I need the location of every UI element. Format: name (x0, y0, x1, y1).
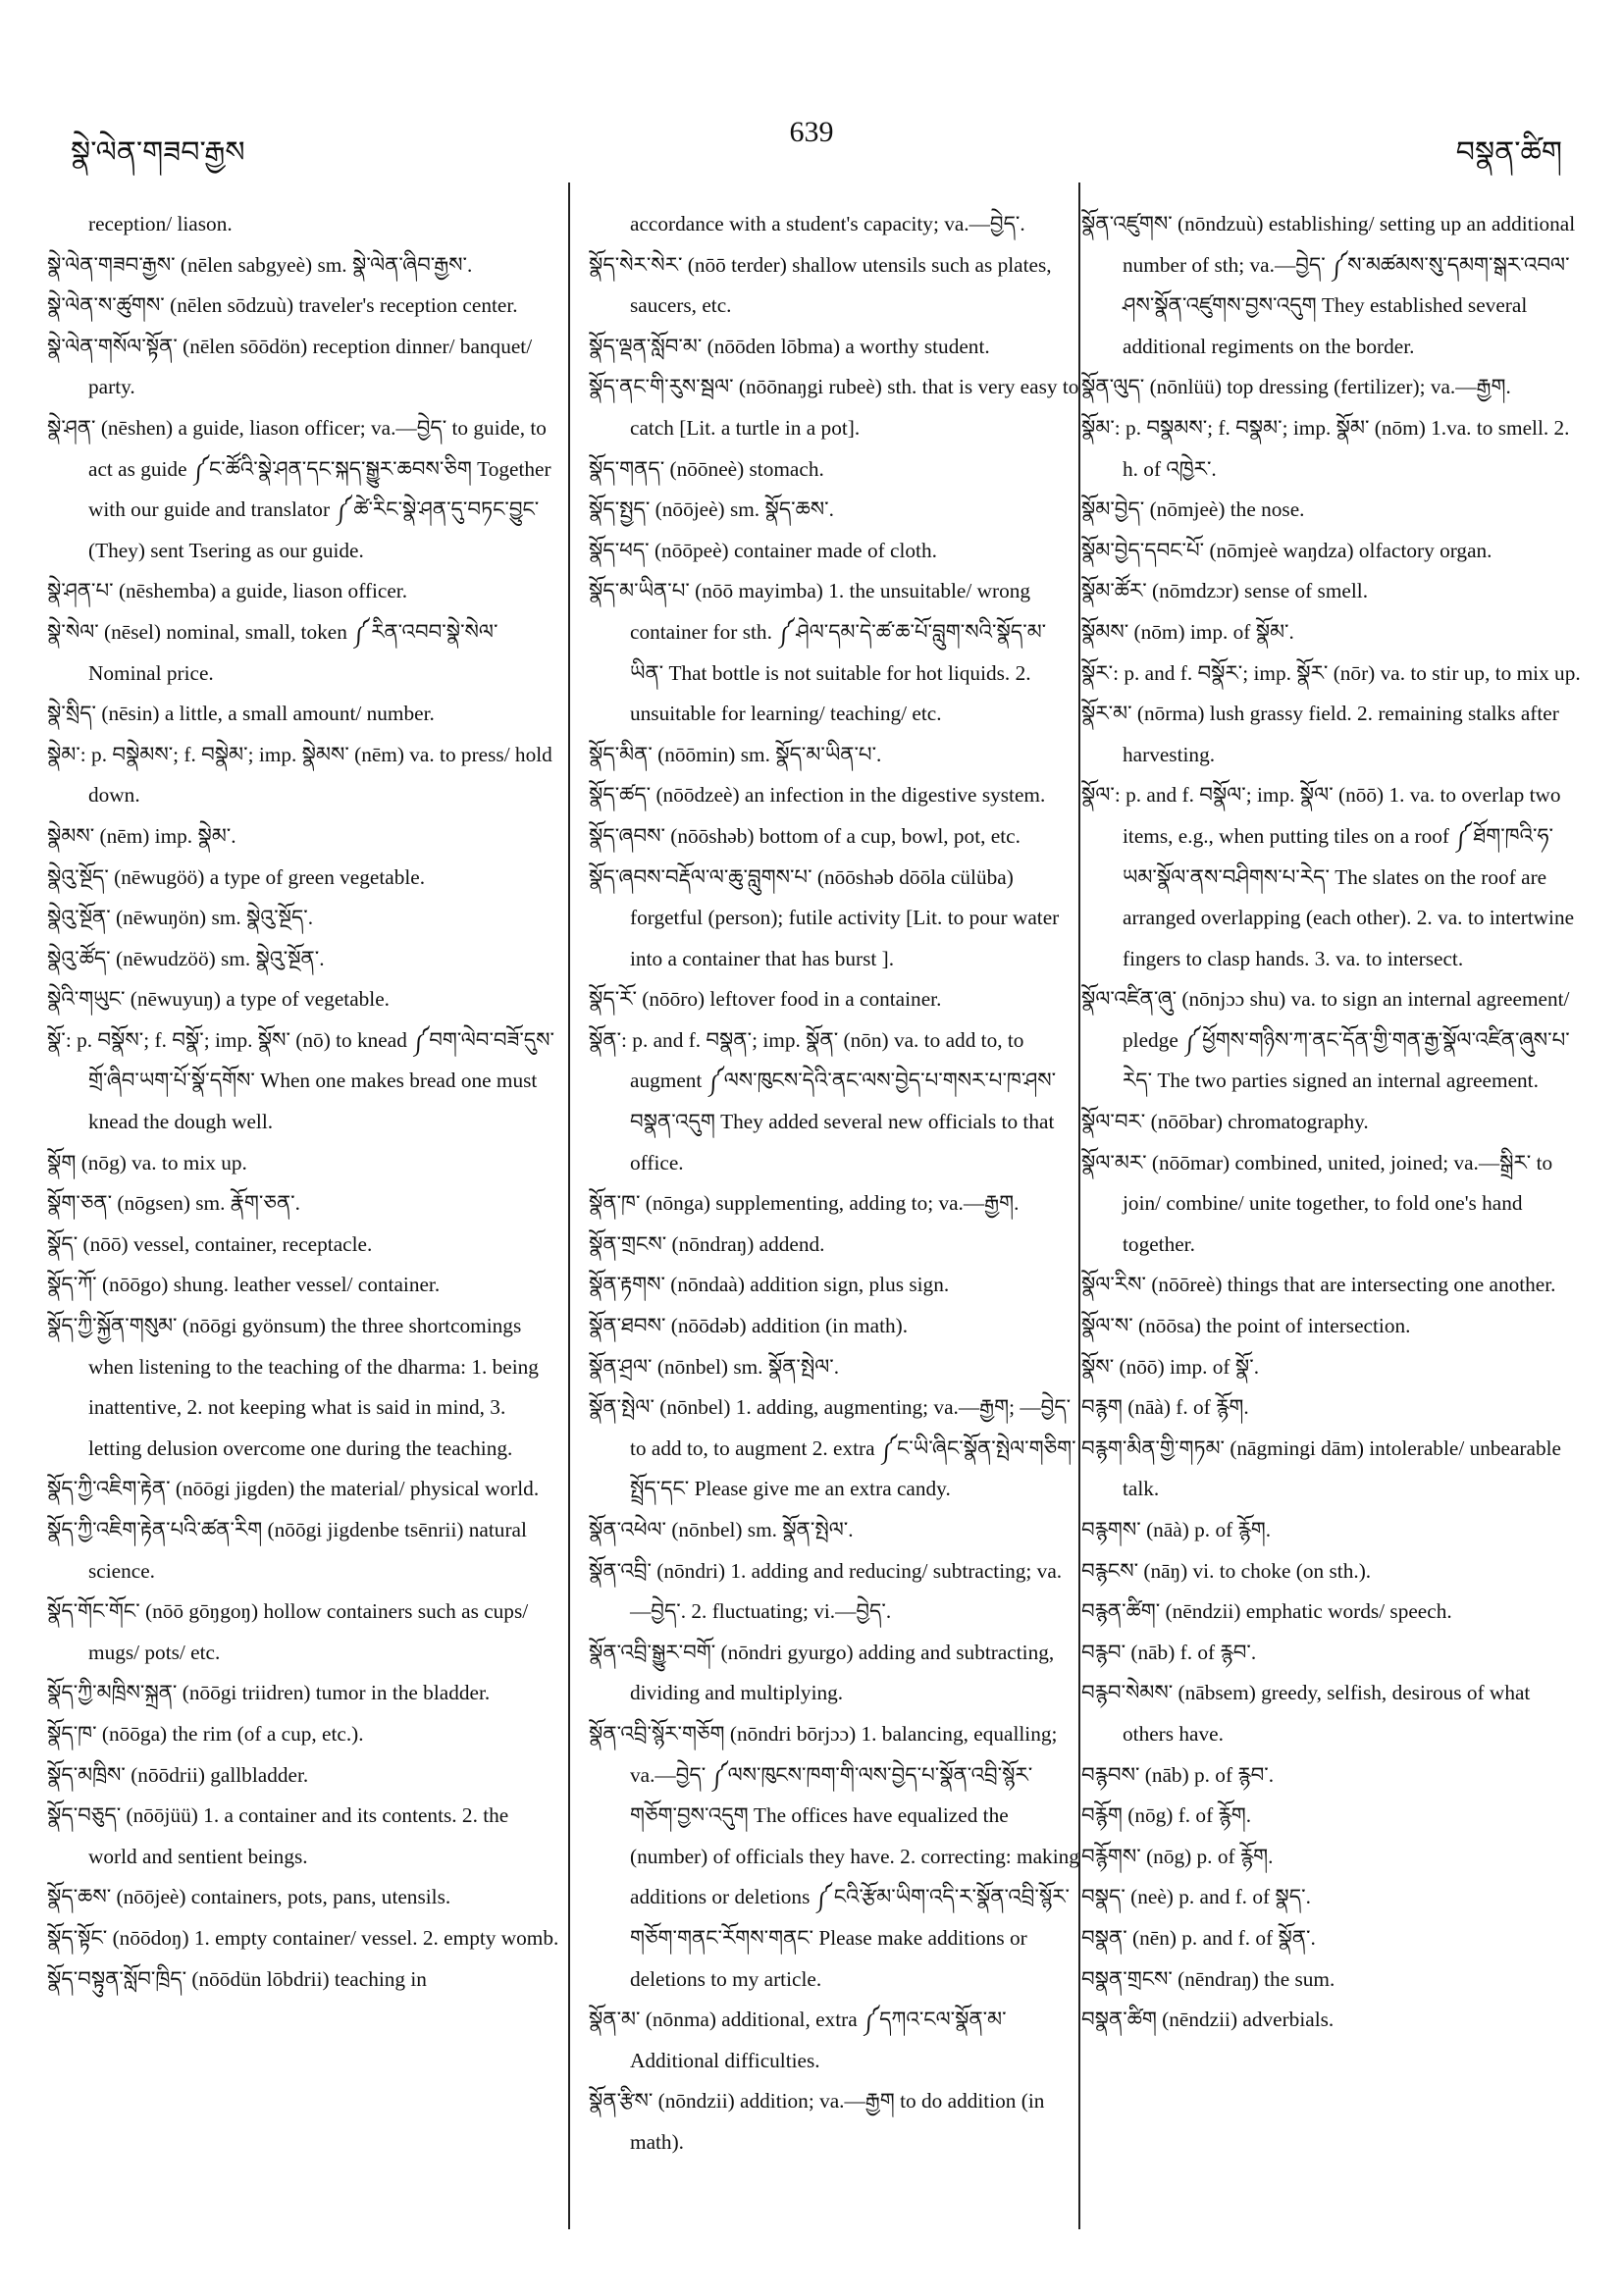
running-head-right: བསྣན་ཚིག (1455, 136, 1562, 169)
dictionary-entry: སྣོད་བཅུད་ (nōōjüü) 1. a container and its contents. 2. the world and sentient beings. (47, 1803, 509, 1868)
dictionary-entry: བརྙངས་ (nāŋ) vi. to choke (on sth.). (1081, 1558, 1372, 1583)
page-number: 639 (789, 116, 834, 148)
dictionary-entry: སྣོལ་བར་ (nōōbar) chromatography. (1081, 1110, 1369, 1134)
dictionary-entry: སྣོན་མ་ (nōnma) additional, extra ༼དཀའ་ངལ་སྣོན་མ་ Additional difficulties. (589, 2008, 1007, 2072)
dictionary-entry: སྣོད་རོ་ (nōōro) leftover food in a container. (589, 987, 942, 1012)
dictionary-entry: སྣེ་སེལ་ (nēsel) nominal, small, token ༼རིན་འབབ་སྣེ་སེལ་ Nominal price. (47, 619, 498, 685)
dictionary-entry: སྣོད་སྤྱད་ (nōōjeè) sm. སྣོད་ཆས་. (589, 497, 834, 522)
dictionary-entry: སྣོན་འབྲི་སྒྱུར་བགོ་ (nōndri gyurgo) adding and subtracting, dividing and multiplying. (589, 1640, 1055, 1705)
dictionary-entry: སྣོལ་མར་ (nōōmar) combined, united, joined; va.—སྒྲིར་ to join/ combine/ unite together, to fold one's hand together. (1081, 1150, 1553, 1256)
dictionary-entry: སྣོད་གནད་ (nōōneè) stomach. (589, 456, 824, 481)
dictionary-entry: སྣོན་ཐབས་ (nōōdəb) addition (in math). (589, 1314, 909, 1338)
dictionary-entry: བརྙན་ཚིག་ (nēndzii) emphatic words/ speech. (1081, 1599, 1452, 1624)
dictionary-entry: སྣོལ་འཛིན་ཞུ་ (nōnjɔɔ shu) va. to sign an internal agreement/ pledge ༼ཕྱོགས་གཉིས་ཀ་ནང་དོན་གྱི་གན་རྒྱ་སྣོལ་འཛིན་ཞུས་པ་རེད་ The two parties signed an internal agreement. (1081, 987, 1570, 1093)
dictionary-entry: སྣོན་གྲངས་ (nōndraŋ) addend. (589, 1231, 825, 1256)
dictionary-entry: སྣེའུ་སྔོད་ (nēwugöö) a type of green vegetable. (47, 864, 426, 889)
dictionary-entry: སྣེའི་གཡུང་ (nēwuyuŋ) a type of vegetable. (47, 987, 390, 1012)
dictionary-entry: སྣོན་: p. and f. བསྣན་; imp. སྣོན་ (nōn) va. to add to, to augment ༼ལས་ཁུངས་དེའི་ནང་ལས་བྱེད་པ་གསར་པ་ཁ་ཤས་བསྣན་འདུག They added several new officials to that office. (589, 1027, 1057, 1174)
dictionary-entry: སྣོད་ (nōō) vessel, container, receptacle. (47, 1231, 373, 1256)
dictionary-entry: སྣོན་རྩིས་ (nōndzii) addition; va.—རྒྱག to do addition (in math). (589, 2089, 1045, 2154)
dictionary-entry: བརྙོག (nōg) f. of རྙོག. (1081, 1803, 1252, 1828)
dictionary-entry: སྣོམ་ཚོར་ (nōmdzɔr) sense of smell. (1081, 579, 1369, 603)
dictionary-entry: བརྙག་མིན་གྱི་གཏམ་ (nāgmingi dām) intolerable/ unbearable talk. (1081, 1435, 1561, 1501)
dictionary-entry: སྣོན་ལུད་ (nōnlüü) top dressing (fertilizer); va.—རྒྱག. (1081, 375, 1511, 399)
dictionary-entry: སྣོག (nōg) va. to mix up. (47, 1150, 247, 1174)
dictionary-entry: བསྣད་ (neè) p. and f. of སྣད་. (1081, 1885, 1311, 1909)
dictionary-entry: སྣོད་སྟོང་ (nōōdoŋ) 1. empty container/ vessel. 2. empty womb. (47, 1925, 559, 1950)
dictionary-entry: སྣེ་ལེན་གསོལ་སྟོན་ (nēlen sōōdön) reception dinner/ banquet/ party. (47, 334, 533, 399)
dictionary-entry: སྣོད་ཕད་ (nōōpeè) container made of cloth. (589, 538, 937, 562)
dictionary-entry: སྣོད་ཁ་ (nōōga) the rim (of a cup, etc.). (47, 1721, 364, 1746)
dictionary-entry: སྣོམས་ (nōm) imp. of སྣོམ་. (1081, 619, 1294, 644)
dictionary-entry: སྣོད་བསྟུན་སློབ་ཁྲིད་ (nōōdün lōbdrii) teaching in (47, 1966, 427, 1991)
dictionary-entry: བརྙབ་སེམས་ (nābsem) greedy, selfish, desirous of what others have. (1081, 1681, 1531, 1746)
dictionary-entry: བསྣན་ཚིག (nēndzii) adverbials. (1081, 2008, 1335, 2032)
dictionary-entry: སྣོད་ཆས་ (nōōjeè) containers, pots, pans, utensils. (47, 1885, 451, 1909)
dictionary-entry: སྣོད་གོང་གོང་ (nōō gōŋgoŋ) hollow containers such as cups/ mugs/ pots/ etc. (47, 1599, 529, 1664)
dictionary-entry: སྣོར་: p. and f. བསྣོར་; imp. སྣོར་ (nōr) va. to stir up, to mix up. (1081, 660, 1581, 685)
dictionary-entry: སྣེ་ཤན་པ་ (nēshemba) a guide, liason officer. (47, 579, 408, 603)
dictionary-entry: སྣོན་འབྲི་ (nōndri) 1. adding and reducing/ subtracting; va.—བྱེད་. 2. fluctuating; vi.—བྱེད་. (589, 1558, 1063, 1624)
dictionary-entry: སྣོན་སྤེལ་ (nōnbel) 1. adding, augmenting; va.—རྒྱག; —བྱེད་ to add to, to augment 2. extra ༼ང་ཡི་ཞིང་སྣོན་སྤེལ་གཅིག་སྤྲོད་དང་ Please give me an extra candy. (589, 1395, 1076, 1501)
dictionary-entry: སྣོམ་བྱེད་དབང་པོ་ (nōmjeè waŋdza) olfactory organ. (1081, 538, 1492, 562)
dictionary-entry: སྣོལ་ས་ (nōōsa) the point of intersection. (1081, 1314, 1411, 1338)
dictionary-column-1 (47, 204, 561, 2245)
dictionary-entry: སྣོན་ཁ་ (nōnga) supplementing, adding to; va.—རྒྱག. (589, 1191, 1020, 1216)
dictionary-entry: སྣོད་ཞབས་ (nōōshəb) bottom of a cup, bowl, pot, etc. (589, 823, 1021, 848)
dictionary-entry: སྣེམ་: p. བསྣེམས་; f. བསྣེམ་; imp. སྣེམས་ (nēm) va. to press/ hold down. (47, 742, 552, 808)
dictionary-entry: སྣོན་འཕེལ་ (nōnbel) sm. སྣོན་སྤེལ་. (589, 1518, 854, 1541)
running-head-left: སྣེ་ལེན་གཟབ་རྒྱས (71, 136, 245, 169)
dictionary-entry: སྣོད་ནང་གི་རུས་སྦལ་ (nōōnaŋgi rubeè) sth. that is very easy to catch [Lit. a turtle in a pot]. (589, 375, 1079, 440)
column-divider (568, 183, 570, 2229)
dictionary-entry: སྣོས་ (nōō) imp. of སྣོ་. (1081, 1354, 1260, 1379)
dictionary-entry: སྣོ་: p. བསྣོས་; f. བསྣོ་; imp. སྣོས་ (nō) to knead ༼བག་ལེབ་བཟོ་དུས་གྲོ་ཞིབ་ཡག་པོ་སྣོ་དགོས་ When one makes bread one must knead the dough well. (47, 1027, 554, 1134)
dictionary-entry: བརྙབས་ (nāb) p. of རྙབ་. (1081, 1762, 1275, 1787)
dictionary-entry: བསྣན་གྲངས་ (nēndraŋ) the sum. (1081, 1966, 1335, 1991)
dictionary-entry: སྣོད་ཞབས་བརྡོལ་ལ་ཆུ་བླུགས་པ་ (nōōshəb dōōla cülüba) forgetful (person); futile activity [Lit. to pour water into a container that has burst ]. (589, 864, 1060, 970)
dictionary-entry: སྣོན་འབྲི་སྙོར་གཅོག (nōndri bōrjɔɔ) 1. balancing, equalling; va.—བྱེད་ ༼ལས་ཁུངས་ཁག་གི་ལས་བྱེད་པ་སྣོན་འབྲི་སྙོར་གཅོག་བྱས་འདུག The offices have equalized the (number) of officials they have. 2. correcting: making additions or deletions ༼ངའི་རྩོམ་ཡིག་འདི་ར་སྣོན་འབྲི་སྙོར་གཅོག་གནང་རོགས་གནང་ Please make additions or deletions to my article. (589, 1721, 1079, 1991)
dictionary-entry: སྣོན་འཛུགས་ (nōndzuù) establishing/ setting up an additional number of sth; va.—བྱེད་ ༼ས་མཚམས་སུ་དམག་སྒར་འབལ་ཤས་སྣོན་འཛུགས་བྱས་འདུག They established several additional regiments on the border. (1081, 212, 1576, 358)
dictionary-entry: སྣོད་ཀྱི་སྐྱོན་གསུམ་ (nōōgi gyönsum) the three shortcomings when listening to the teaching of the dharma: 1. being inattentive, 2. not keeping what is said in mind, 3. letting delusion overcome one during the teaching. (47, 1314, 539, 1460)
dictionary-entry: བརྙག (nāà) f. of རྙོག. (1081, 1395, 1249, 1420)
dictionary-entry: སྣོར་མ་ (nōrma) lush grassy field. 2. remaining stalks after harvesting. (1081, 702, 1559, 766)
dictionary-entry: སྣོམ་བྱེད་ (nōmjeè) the nose. (1081, 497, 1305, 522)
dictionary-entry: བསྣན་ (nēn) p. and f. of སྣོན་. (1081, 1925, 1316, 1950)
dictionary-entry: སྣེ་ཤན་ (nēshen) a guide, liason officer; va.—བྱེད་ to guide, to act as guide ༼ང་ཚོའི་སྣེ་ཤན་དང་སྐད་སྒྱུར་ཆབས་ཅིག Together with our guide and translator ༼ཚེ་རིང་སྣེ་ཤན་དུ་བཏང་བྱུང་ (They) sent Tsering as our guide. (47, 415, 551, 562)
dictionary-entry: སྣེ་ལེན་ས་ཚུགས་ (nēlen sōdzuù) traveler's reception center. (47, 293, 518, 318)
dictionary-entry: སྣེ་ལེན་གཟབ་རྒྱས་ (nēlen sabgyeè) sm. སྣེ་ལེན་ཞིབ་རྒྱས་. (47, 252, 473, 277)
dictionary-entry: སྣེའུ་སྔོན་ (nēwuŋön) sm. སྣེའུ་སྔོད་. (47, 906, 314, 930)
dictionary-entry: བརྙོགས་ (nōg) p. of རྙོག. (1081, 1844, 1274, 1868)
dictionary-entry: སྣོན་རྟགས་ (nōndaà) addition sign, plus sign. (589, 1273, 950, 1297)
dictionary-entry: སྣོན་ཤྲལ་ (nōnbel) sm. སྣོན་སྤེལ་. (589, 1354, 840, 1379)
dictionary-entry: སྣོལ་རིས་ (nōōreè) things that are intersecting one another. (1081, 1273, 1556, 1297)
dictionary-entry: སྣོམ་: p. བསྣམས་; f. བསྣམ་; imp. སྣོམ་ (nōm) 1.va. to smell. 2. h. of འཁྱེར་. (1081, 415, 1570, 481)
dictionary-column-3 (1081, 204, 1582, 2245)
dictionary-entry: reception/ liason. (88, 212, 233, 235)
dictionary-entry: སྣོད་ཀྱི་འཇིག་རྟེན་པའི་ཚན་རིག (nōōgi jigdenbe tsēnrii) natural science. (47, 1518, 527, 1583)
dictionary-entry: སྣོད་སེར་སེར་ (nōō terder) shallow utensils such as plates, saucers, etc. (589, 252, 1052, 318)
dictionary-entry: སྣོད་ཚད་ (nōōdzeè) an infection in the digestive system. (589, 783, 1046, 808)
dictionary-entry: accordance with a student's capacity; va.—བྱེད་. (630, 212, 1025, 235)
dictionary-entry: སྣེ་སྲིད་ (nēsin) a little, a small amount/ number. (47, 702, 435, 726)
dictionary-entry: སྣོད་ཀོ་ (nōōgo) shung. leather vessel/ container. (47, 1273, 441, 1297)
dictionary-entry: སྣོད་མིན་ (nōōmin) sm. སྣོད་མ་ཡིན་པ་. (589, 742, 882, 766)
dictionary-entry: སྣེམས་ (nēm) imp. སྣེམ་. (47, 823, 236, 848)
dictionary-entry: བརྙགས་ (nāà) p. of རྙོག. (1081, 1518, 1272, 1541)
dictionary-entry: སྣོལ་: p. and f. བསྣོལ་; imp. སྣོལ་ (nōō) 1. va. to overlap two items, e.g., when putting tiles on a roof ༼ཐོག་ཁའི་ཧ་ཡམ་སྣོལ་ནས་བཤིགས་པ་རེད་ The slates on the roof are arranged overlapping (each other). 2. va. to intertwine fingers to clasp hands. 3. va. to intersect. (1081, 783, 1575, 970)
dictionary-entry: སྣོག་ཅན་ (nōgsen) sm. རྣོག་ཅན་. (47, 1191, 300, 1216)
dictionary-entry: སྣོད་ཀྱི་འཇིག་རྟེན་ (nōōgi jigden) the material/ physical world. (47, 1477, 540, 1501)
dictionary-entry: སྣོད་མ་ཡིན་པ་ (nōō mayimba) 1. the unsuitable/ wrong container for sth. ༼ཤེལ་དམ་དེ་ཚ་ཆ་པོ་བླུག་སའི་སྣོད་མ་ཡིན་ That bottle is not suitable for hot liquids. 2. unsuitable for learning/ teaching/ etc. (589, 579, 1047, 726)
dictionary-column-2 (589, 204, 1079, 2245)
dictionary-entry: སྣོད་ལྡན་སློབ་མ་ (nōōden lōbma) a worthy student. (589, 334, 990, 358)
dictionary-entry: སྣེའུ་ཚོད་ (nēwudzöö) sm. སྣེའུ་སྔོན་. (47, 946, 325, 970)
dictionary-entry: སྣོད་མཁྲིས་ (nōōdrii) gallbladder. (47, 1762, 309, 1787)
dictionary-entry: བརྙབ་ (nāb) f. of རྙབ་. (1081, 1640, 1257, 1664)
dictionary-entry: སྣོད་ཀྱི་མཁྲིས་སྐྲན་ (nōōgi triidren) tumor in the bladder. (47, 1681, 491, 1705)
